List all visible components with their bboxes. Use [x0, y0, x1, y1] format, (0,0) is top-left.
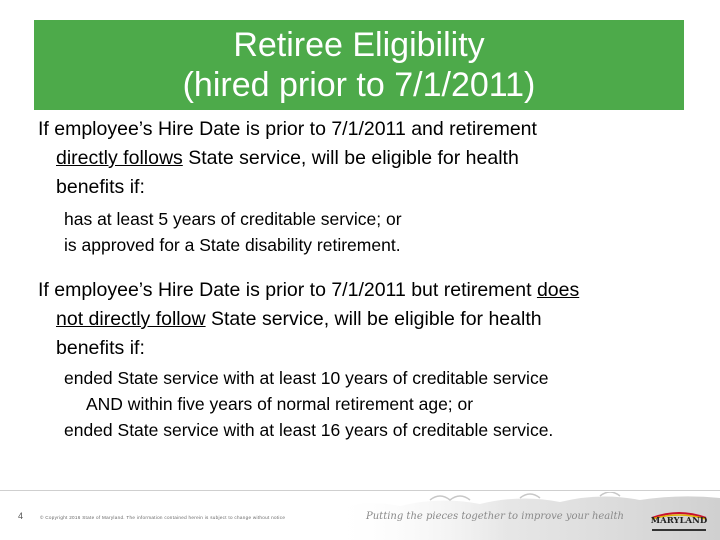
section1-lead-line1: If employee’s Hire Date is prior to 7/1/2011 and retirement [38, 118, 537, 140]
maryland-logo [650, 510, 708, 532]
section2-lead-line3: benefits if: [56, 337, 145, 359]
section-hire-directly-follows [38, 115, 688, 258]
section2-lead-line2-rest: State service, will be eligible for health [205, 308, 542, 330]
copyright-notice: © Copyright 2016 State of Maryland. The information contained herein is subject to change without notice [40, 515, 286, 520]
section2-underlined-does: does [536, 279, 580, 301]
section2-item-2: ended State service with at least 16 years of creditable service. [64, 420, 554, 440]
title-line-2: (hired prior to 7/1/2011) [182, 66, 536, 104]
section2-lead-line1 [38, 279, 579, 301]
page-number: 4 [18, 511, 24, 521]
section2-underlined-phrase: not directly follow [56, 308, 206, 330]
footer-tagline: Putting the pieces together to improve your health [366, 511, 624, 522]
section2-lead-line2 [38, 305, 688, 334]
section1-lead [38, 115, 688, 202]
title-line-1: Retiree Eligibility [233, 26, 485, 64]
title-banner [34, 20, 684, 110]
section-hire-not-directly-follow [38, 276, 688, 443]
section1-lead-line2 [38, 144, 688, 173]
maryland-logo-text: MARYLAND [650, 516, 708, 526]
section1-item-1: has at least 5 years of creditable service; or [64, 209, 402, 229]
section1-lead-line2-rest: State service, will be eligible for health [182, 147, 519, 169]
section2-item-1-line1: ended State service with at least 10 years of creditable service [64, 368, 549, 388]
section1-underlined-phrase: directly follows [56, 147, 183, 169]
section2-item-1-line2: AND within five years of normal retirement age; or [86, 394, 474, 414]
section1-lead-line3: benefits if: [56, 176, 145, 198]
footer-divider [0, 490, 720, 491]
section2-lead [38, 276, 688, 363]
section1-item-2: is approved for a State disability retirement. [64, 235, 401, 255]
section2-lead-line1-text: If employee’s Hire Date is prior to 7/1/2011 but retirement [38, 279, 537, 301]
